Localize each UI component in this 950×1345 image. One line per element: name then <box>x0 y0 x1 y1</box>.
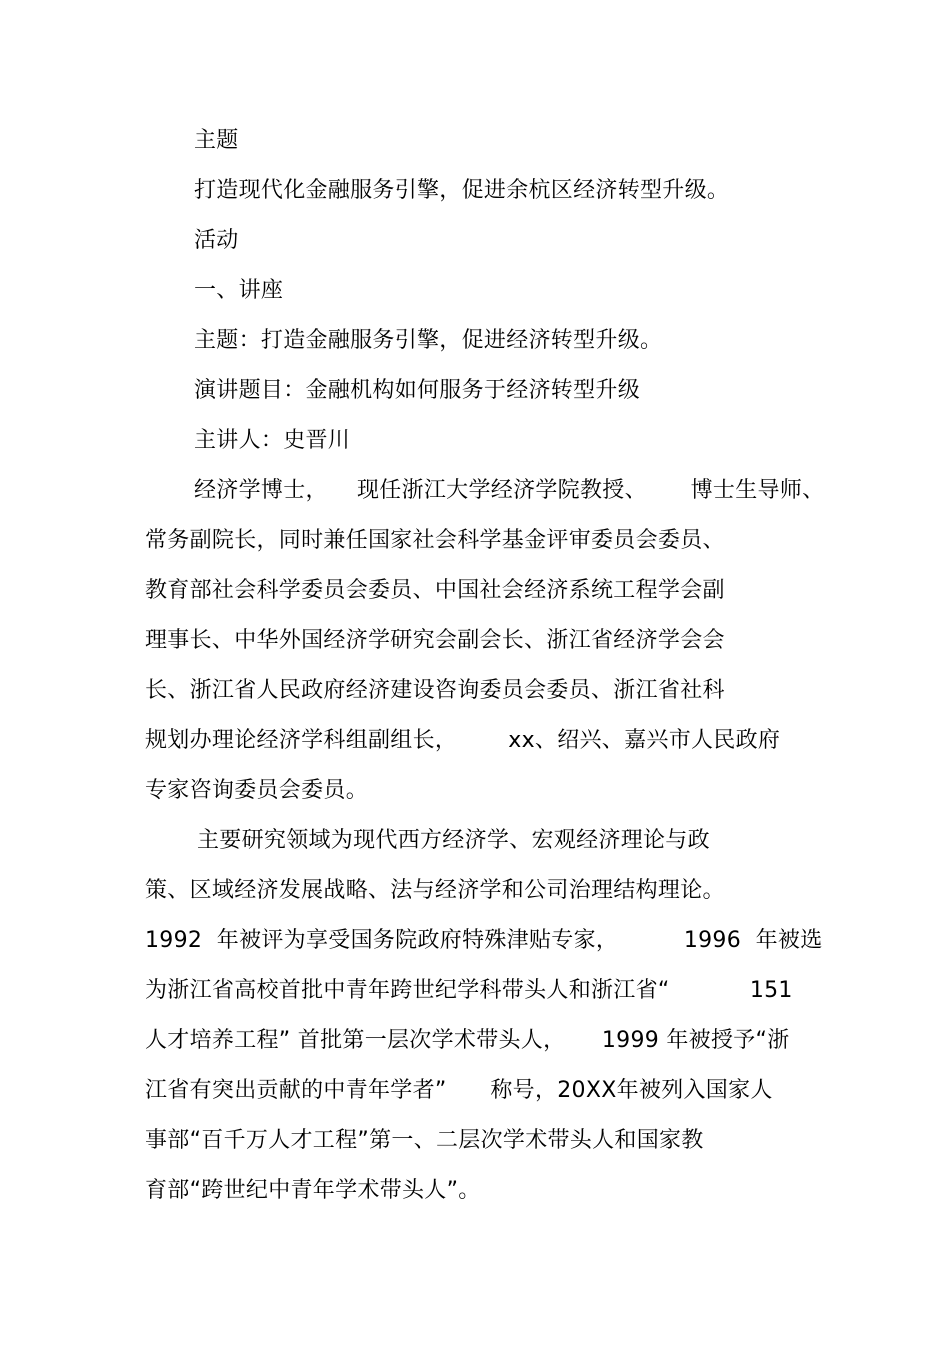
research-paragraph-line: 主要研究领域为现代西方经济学、宏观经济理论与政 <box>197 828 710 853</box>
bio-paragraph-line: 长、浙江省人民政府经济建设咨询委员会委员、浙江省社科 <box>145 678 725 703</box>
lecture-theme: 主题：打造金融服务引擎，促进经济转型升级。 <box>194 328 663 353</box>
section-heading-theme: 主题 <box>194 128 239 153</box>
bio-paragraph-line: 教育部社会科学委员会委员、中国社会经济系统工程学会副 <box>145 578 725 603</box>
lecture-title: 演讲题目：金融机构如何服务于经济转型升级 <box>194 378 641 403</box>
research-paragraph-line: 育部“跨世纪中青年学术带头人”。 <box>145 1178 481 1203</box>
bio-paragraph-line: 理事长、中华外国经济学研究会副会长、浙江省经济学会会 <box>145 628 725 653</box>
theme-text: 打造现代化金融服务引擎，促进余杭区经济转型升级。 <box>194 178 730 203</box>
bio-paragraph-line: 专家咨询委员会委员。 <box>145 778 369 803</box>
bio-paragraph-line: 经济学博士， 现任浙江大学经济学院教授、 博士生导师、 <box>194 478 825 503</box>
bio-paragraph-line: 常务副院长，同时兼任国家社会科学基金评审委员会委员、 <box>145 528 725 553</box>
research-paragraph-line: 江省有突出贡献的中青年学者” 称号，20XX年被列入国家人 <box>145 1078 773 1103</box>
research-paragraph-line: 人才培养工程” 首批第一层次学术带头人， 1999 年被授予“浙 <box>145 1028 790 1053</box>
lecture-speaker: 主讲人：史晋川 <box>194 428 351 453</box>
research-paragraph-line: 策、区域经济发展战略、法与经济学和公司治理结构理论。 <box>145 878 725 903</box>
research-paragraph-line: 1992 年被评为享受国务院政府特殊津贴专家， 1996 年被选 <box>145 928 823 953</box>
bio-paragraph-line: 规划办理论经济学科组副组长， xx、绍兴、嘉兴市人民政府 <box>145 728 781 753</box>
research-paragraph-line: 事部“百千万人才工程”第一、二层次学术带头人和国家教 <box>145 1128 704 1153</box>
activity-item-lecture: 一、讲座 <box>194 278 284 303</box>
research-paragraph-line: 为浙江省高校首批中青年跨世纪学科带头人和浙江省“ 151 <box>145 978 793 1003</box>
section-heading-activity: 活动 <box>194 228 239 253</box>
